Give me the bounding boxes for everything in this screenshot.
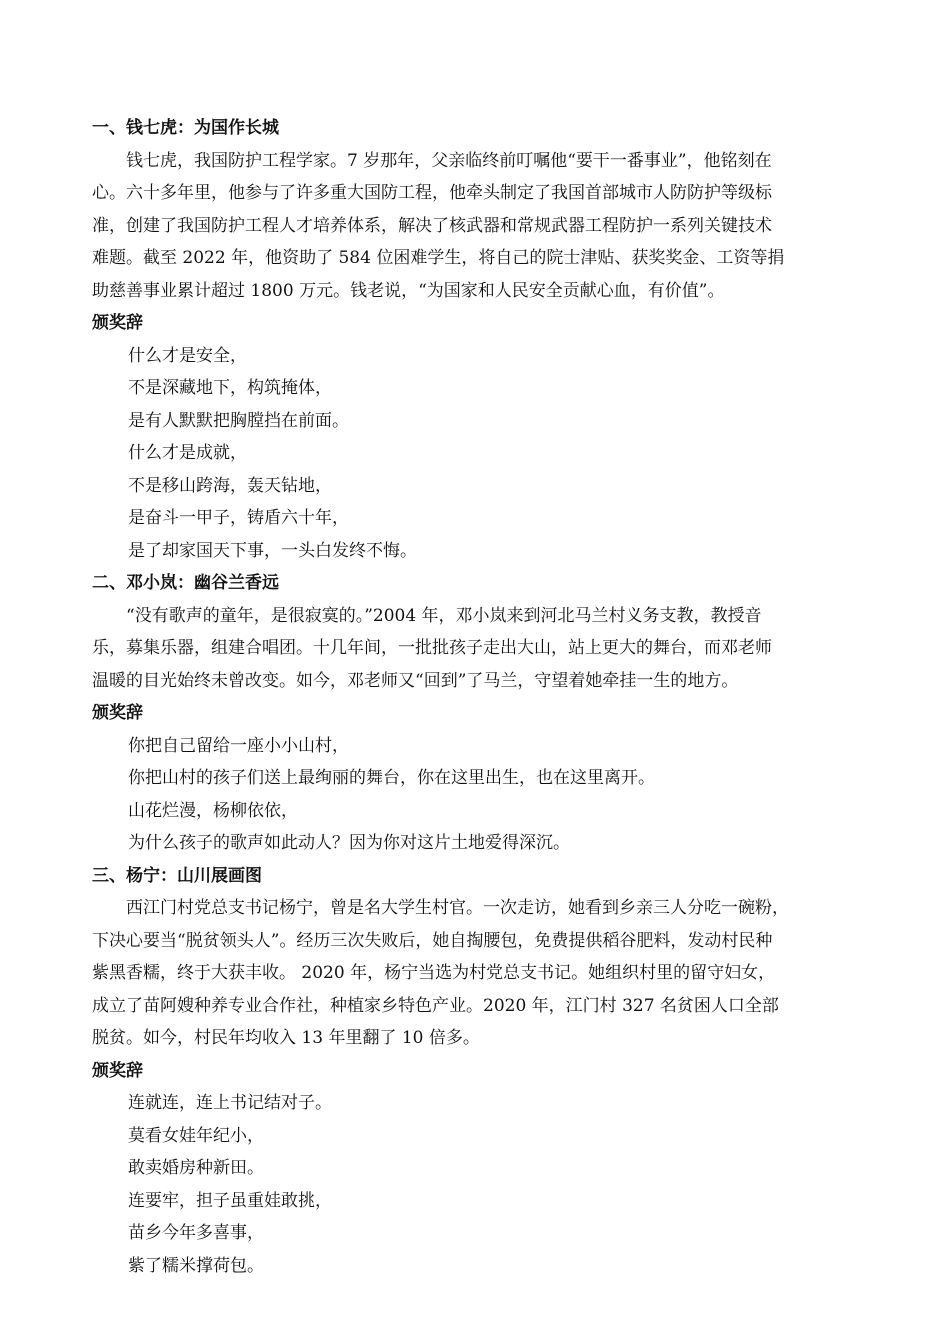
document-page (92, 112, 862, 1282)
poem-line: 是了却家国天下事，一头白发终不悔。 (128, 540, 417, 561)
section-qian-qihu (92, 112, 862, 567)
paragraph-line: 紫黑香糯，终于大获丰收。 2020 年，杨宁当选为村党总支书记。她组织村里的留守妇女， (92, 963, 776, 983)
award-label: 颁奖辞 (92, 703, 143, 723)
section-deng-xiaolan (92, 567, 862, 860)
paragraph-line: 难题。截至 2022 年，他资助了 584 位困难学生，将自己的院士津贴、获奖奖金、工资等捐 (92, 248, 785, 268)
award-label: 颁奖辞 (92, 313, 143, 333)
poem-line: 是奋斗一甲子，铸盾六十年， (128, 508, 349, 528)
paragraph-line: 钱七虎，我国防护工程学家。7 岁那年，父亲临终前叮嘱他“要干一番事业”，他铭刻在 (126, 150, 772, 171)
poem-line: 山花烂漫，杨柳依依， (128, 800, 298, 821)
section-paragraph (92, 600, 862, 698)
paragraph-line: “没有歌声的童年，是很寂寞的。”2004 年，邓小岚来到河北马兰村义务支教，教授音 (126, 605, 762, 626)
paragraph-line: 脱贫。如今，村民年均收入 13 年里翻了 10 倍多。 (92, 1028, 480, 1048)
section-heading: 三、杨宁：山川展画图 (92, 865, 262, 886)
poem-line: 是有人默默把胸膛挡在前面。 (128, 410, 349, 431)
paragraph-line: 成立了苗阿嫂种养专业合作社，种植家乡特色产业。2020 年，江门村 327 名贫困人口全部 (92, 995, 779, 1016)
poem-line: 为什么孩子的歌声如此动人？因为你对这片土地爱得深沉。 (128, 833, 570, 853)
poem-line: 你把自己留给一座小小山村， (128, 735, 349, 756)
poem-line: 苗乡今年多喜事， (128, 1223, 264, 1243)
poem-line: 敢卖婚房种新田。 (128, 1158, 264, 1178)
paragraph-line: 准，创建了我国防护工程人才培养体系，解决了核武器和常规武器工程防护一系列关键技术 (92, 215, 772, 236)
poem-line: 你把山村的孩子们送上最绚丽的舞台，你在这里出生，也在这里离开。 (128, 768, 655, 788)
poem-line: 不是深藏地下，构筑掩体， (128, 378, 332, 398)
poem-line: 连就连，连上书记结对子。 (128, 1093, 332, 1113)
paragraph-line: 助慈善事业累计超过 1800 万元。钱老说，“为国家和人民安全贡献心血，有价值”。 (92, 280, 725, 301)
poem-line: 不是移山跨海，轰天钻地， (128, 475, 332, 496)
paragraph-line: 下决心要当“脱贫领头人”。经历三次失败后，她自掏腰包，免费提供稻谷肥料，发动村民种 (92, 930, 773, 951)
section-heading: 一、钱七虎：为国作长城 (92, 118, 279, 138)
section-heading: 二、邓小岚：幽谷兰香远 (92, 573, 279, 593)
award-label: 颁奖辞 (92, 1060, 143, 1081)
poem-line: 莫看女娃年纪小， (128, 1125, 264, 1146)
poem-line: 紫了糯米撑荷包。 (128, 1255, 264, 1276)
poem-line: 连要牢，担子虽重娃敢挑， (128, 1190, 332, 1211)
paragraph-line: 西江门村党总支书记杨宁，曾是名大学生村官。一次走访，她看到乡亲三人分吃一碗粉， (126, 898, 789, 918)
poem-line: 什么才是成就， (128, 443, 247, 463)
section-yang-ning (92, 860, 862, 1283)
section-paragraph (92, 145, 862, 308)
poem-line: 什么才是安全， (128, 345, 247, 366)
paragraph-line: 心。六十多年里，他参与了许多重大国防工程，他牵头制定了我国首部城市人防防护等级标 (92, 183, 772, 203)
paragraph-line: 乐，募集乐器，组建合唱团。十几年间，一批批孩子走出大山，站上更大的舞台，而邓老师 (92, 638, 772, 658)
paragraph-line: 温暖的目光始终未曾改变。如今，邓老师又“回到”了马兰，守望着她牵挂一生的地方。 (92, 670, 739, 691)
section-paragraph (92, 892, 862, 1055)
